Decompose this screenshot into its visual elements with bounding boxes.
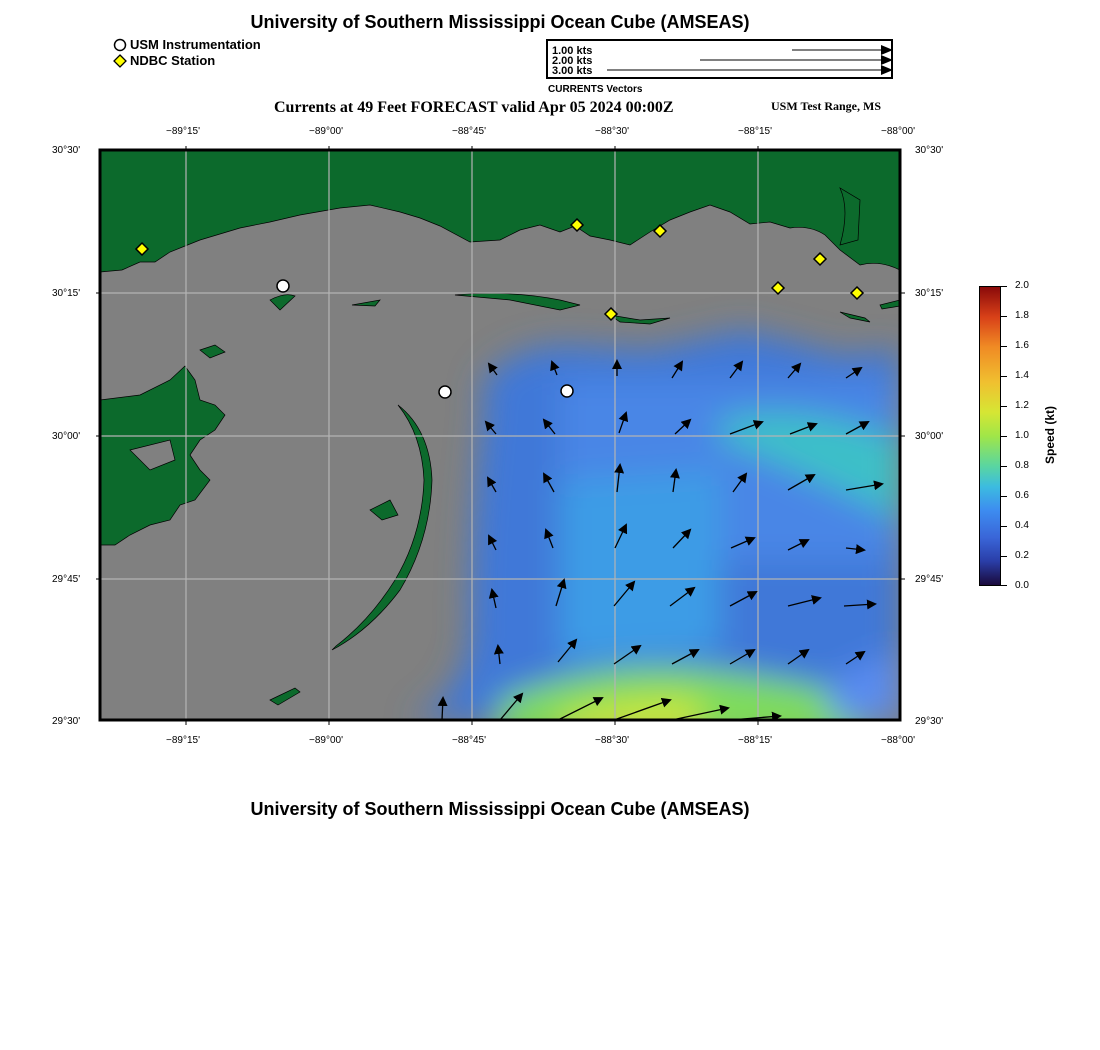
y-tick-left: 29°45' bbox=[52, 574, 81, 585]
legend-ndbc bbox=[113, 53, 215, 68]
footer-title: University of Southern Mississippi Ocean Cube (AMSEAS) bbox=[250, 799, 750, 819]
y-tick-right: 29°30' bbox=[915, 716, 944, 727]
map-subtitle: Currents at 49 Feet FORECAST valid Apr 05 2024 00:00Z bbox=[274, 99, 674, 116]
page-title: University of Southern Mississippi Ocean Cube (AMSEAS) bbox=[250, 12, 750, 32]
colorbar-tick-label: 0.2 bbox=[1015, 550, 1029, 561]
y-tick-left: 30°00' bbox=[52, 431, 81, 442]
x-tick-bottom: −88°15' bbox=[738, 735, 772, 746]
y-tick-left: 30°15' bbox=[52, 288, 81, 299]
colorbar-tick-label: 0.0 bbox=[1015, 580, 1029, 591]
x-tick-top: −88°15' bbox=[738, 126, 772, 137]
y-tick-left: 30°30' bbox=[52, 145, 81, 156]
x-tick-bottom: −88°00' bbox=[881, 735, 915, 746]
colorbar-tick-label: 1.6 bbox=[1015, 340, 1029, 351]
colorbar bbox=[979, 286, 1001, 586]
vector-key-label-2: 2.00 kts bbox=[552, 55, 593, 67]
colorbar-tick-label: 1.2 bbox=[1015, 400, 1029, 411]
x-tick-bottom: −88°45' bbox=[452, 735, 486, 746]
usm-instrument-marker bbox=[439, 386, 451, 398]
y-tick-right: 29°45' bbox=[915, 574, 944, 585]
usm-instrument-marker bbox=[561, 385, 573, 397]
y-tick-left: 29°30' bbox=[52, 716, 81, 727]
colorbar-tick-label: 1.8 bbox=[1015, 310, 1029, 321]
vector-key bbox=[546, 39, 893, 79]
colorbar-label: Speed (kt) bbox=[1043, 406, 1057, 465]
colorbar-tick-label: 1.0 bbox=[1015, 430, 1029, 441]
colorbar-tick-label: 0.6 bbox=[1015, 490, 1029, 501]
speed-field bbox=[410, 330, 900, 726]
colorbar-ticks bbox=[1001, 286, 1011, 586]
region-label: USM Test Range, MS bbox=[771, 99, 882, 113]
x-tick-top: −88°30' bbox=[595, 126, 629, 137]
y-tick-right: 30°30' bbox=[915, 145, 944, 156]
diamond-marker-icon bbox=[113, 54, 127, 68]
vector-key-label-1: 1.00 kts bbox=[552, 45, 593, 57]
x-tick-top: −89°00' bbox=[309, 126, 343, 137]
legend-usm-label: USM Instrumentation bbox=[130, 37, 261, 52]
y-tick-right: 30°15' bbox=[915, 288, 944, 299]
x-tick-bottom: −89°15' bbox=[166, 735, 200, 746]
legend-ndbc-label: NDBC Station bbox=[130, 53, 216, 68]
x-tick-bottom: −89°00' bbox=[309, 735, 343, 746]
vector-key-arrows bbox=[548, 41, 895, 81]
colorbar-tick-label: 0.4 bbox=[1015, 520, 1029, 531]
colorbar-tick-label: 1.4 bbox=[1015, 370, 1029, 381]
x-tick-top: −88°00' bbox=[881, 126, 915, 137]
vector-key-caption: CURRENTS Vectors bbox=[548, 84, 643, 95]
legend-usm bbox=[113, 37, 261, 52]
y-tick-right: 30°00' bbox=[915, 431, 944, 442]
x-tick-top: −88°45' bbox=[452, 126, 486, 137]
x-tick-bottom: −88°30' bbox=[595, 735, 629, 746]
usm-instrument-marker bbox=[277, 280, 289, 292]
vector-key-label-3: 3.00 kts bbox=[552, 65, 593, 77]
circle-marker-icon bbox=[113, 38, 127, 52]
current-map bbox=[96, 146, 908, 726]
x-tick-top: −89°15' bbox=[166, 126, 200, 137]
colorbar-tick-label: 2.0 bbox=[1015, 280, 1029, 291]
colorbar-tick-label: 0.8 bbox=[1015, 460, 1029, 471]
